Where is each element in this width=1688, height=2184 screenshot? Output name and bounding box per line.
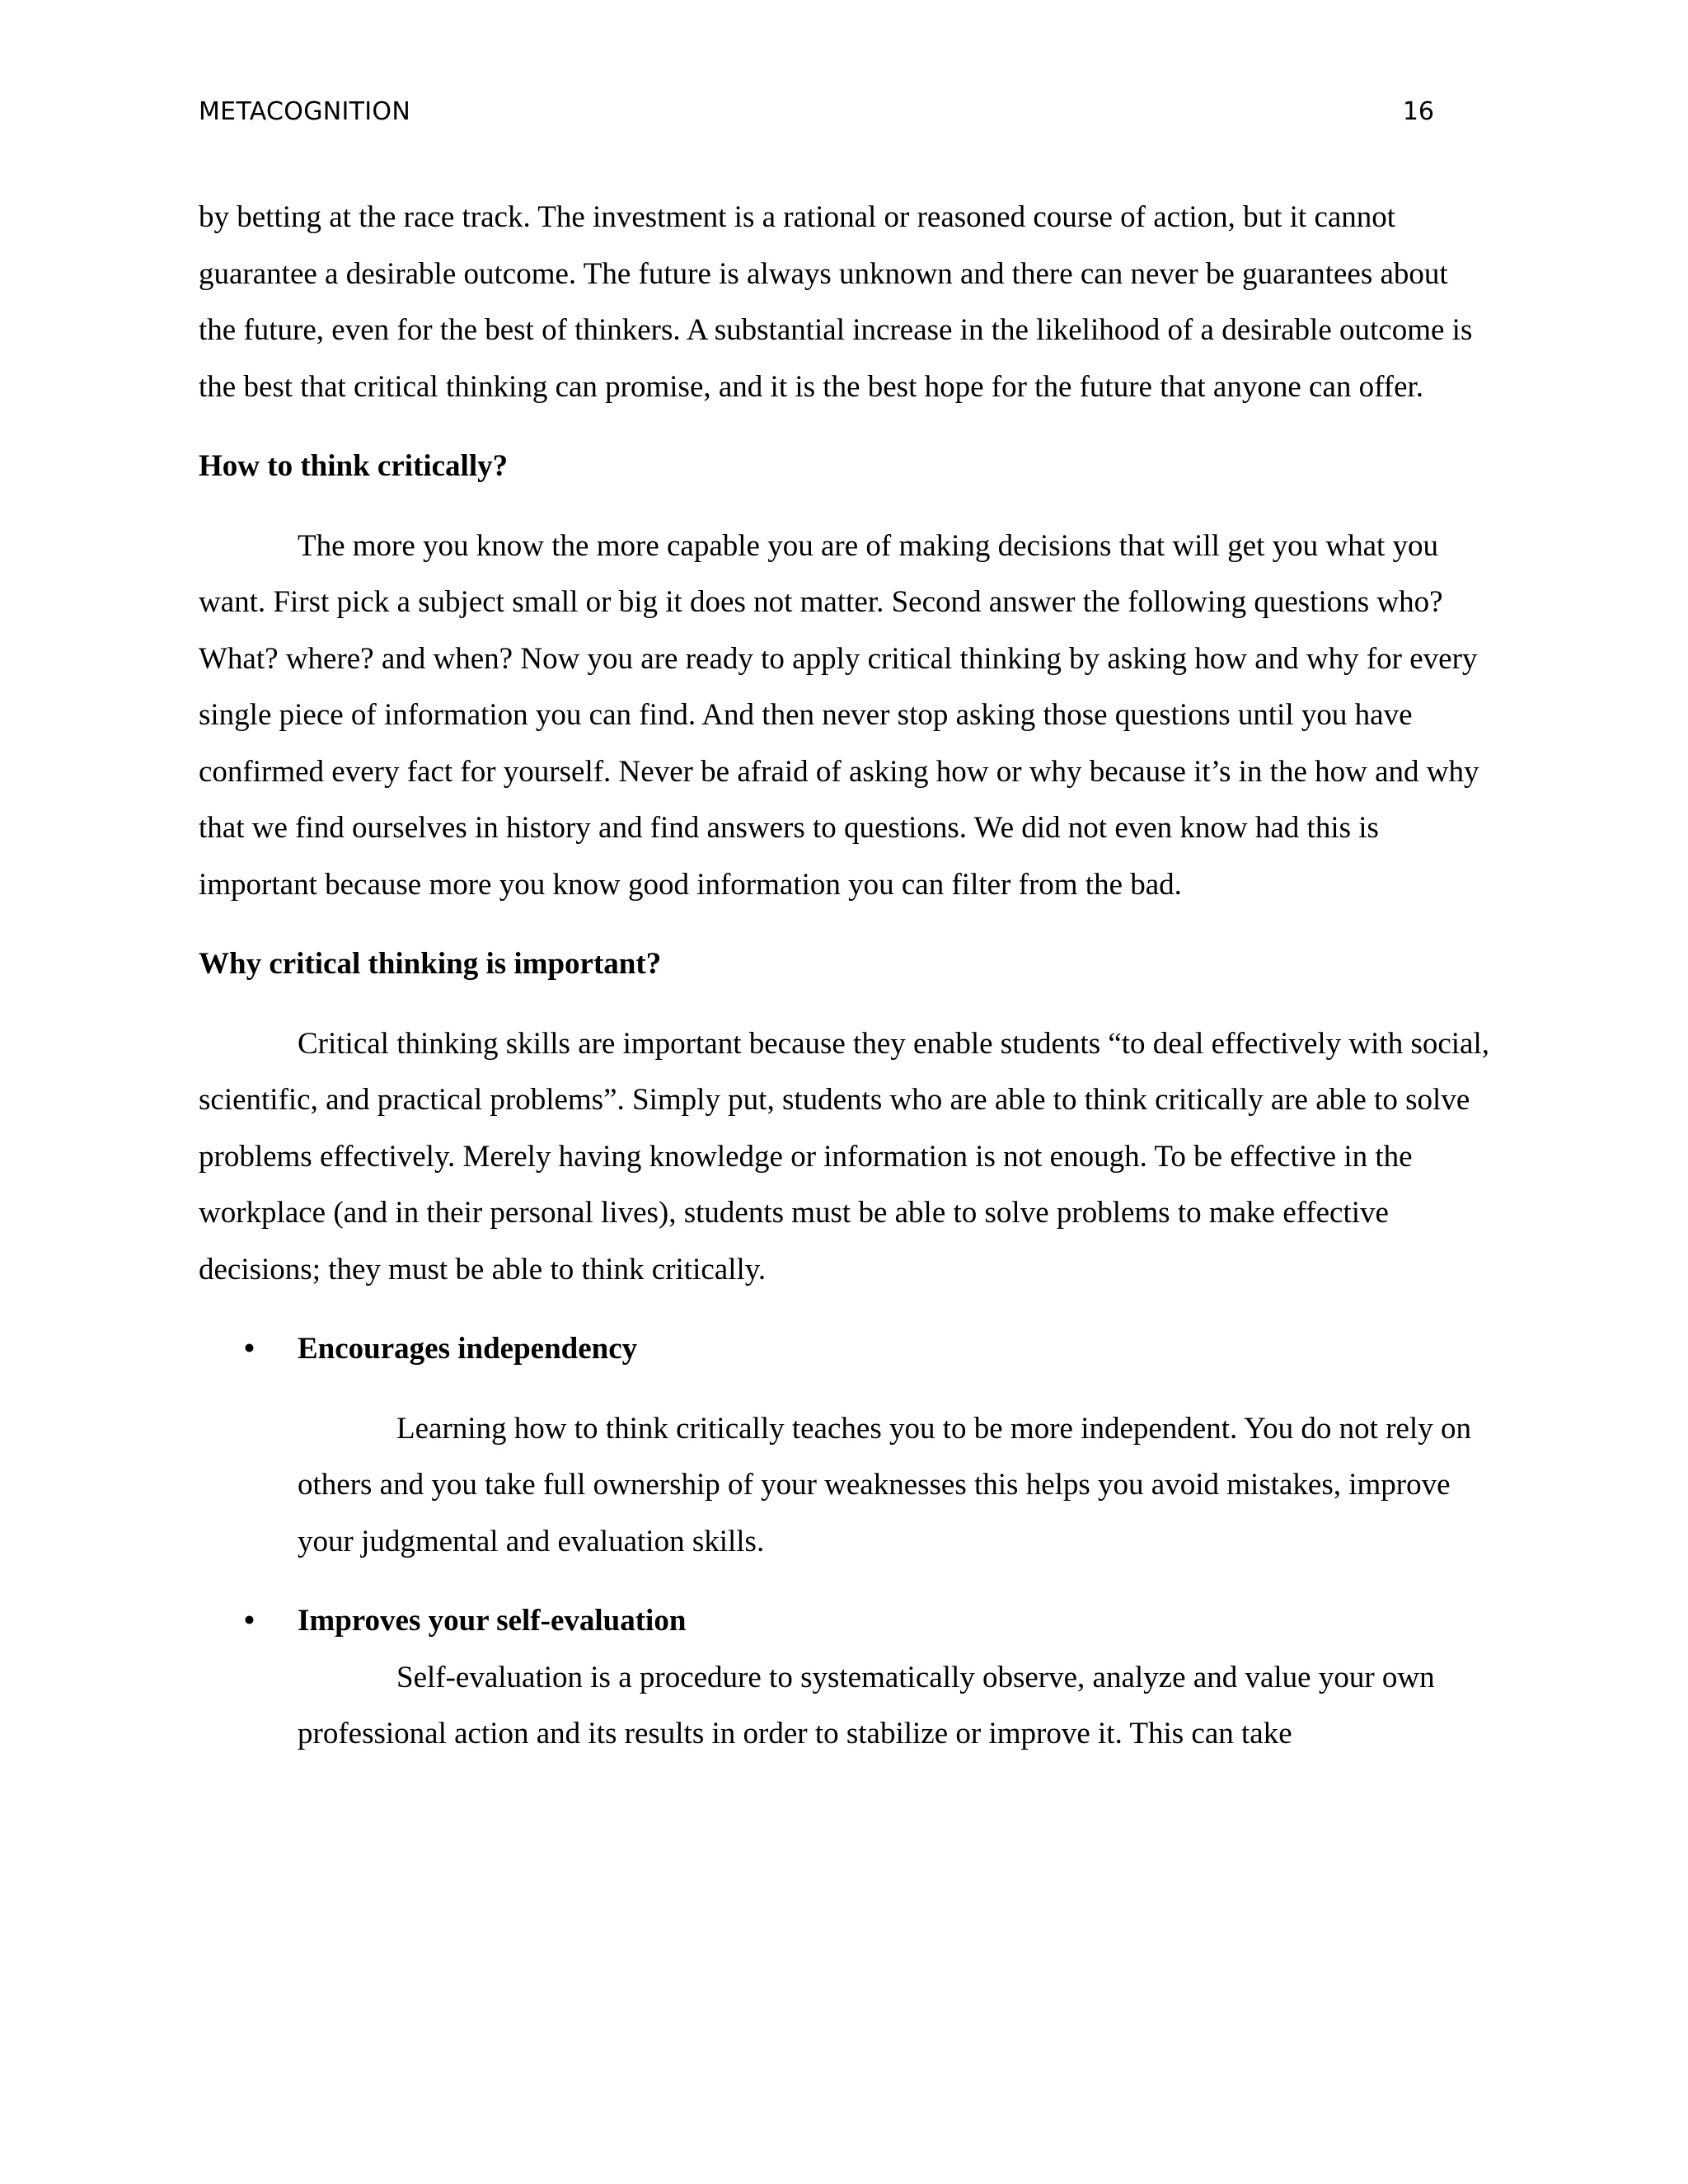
opening-paragraph: by betting at the race track. The investment is a rational or reasoned course of action, but it cannot guarantee a desirable outcome. The future is always unknown and there can never be guarantees about the future, even for the best of thinkers. A substantial increase in the likelihood of a desirable outcome is the best that critical thinking can promise, and it is the best hope for the future that anyone can offer. <box>199 200 1473 404</box>
running-head: METACOGNITION <box>199 97 411 126</box>
bullet-icon: • <box>244 1332 255 1366</box>
section-paragraph-how-to-think: The more you know the more capable you are of making decisions that will get you what you want. First pick a subject small or big it does not matter. Second answer the following questions who? What? where? and when? Now you are ready to apply critical thinking by asking how and why for every single piece of information you can find. And then never stop asking those questions until you have confirmed every fact for yourself. Never be afraid of asking how or why because it’s in the how and why that we find ourselves in history and find answers to questions. We did not even know had this is important because more you know good information you can filter from the bad. <box>199 528 1479 902</box>
section-paragraph-why-important: Critical thinking skills are important because they enable students “to deal effectively with social, scientific, and practical problems”. Simply put, students who are able to think critically are able to solve problems effectively. Merely having knowledge or information is not enough. To be effective in the workplace (and in their personal lives), students must be able to solve problems to make effective decisions; they must be able to think critically. <box>199 1026 1489 1286</box>
bullet-item-self-evaluation <box>199 1593 1493 1763</box>
bullet-icon: • <box>244 1604 255 1638</box>
bullet-text: Self-evaluation is a procedure to systematically observe, analyze and value your own professional action and its results in order to stabilize or improve it. This can take <box>298 1660 1435 1750</box>
bullet-list <box>199 1321 1493 1763</box>
page-number: 16 <box>1402 97 1434 126</box>
page-content <box>199 190 1493 1763</box>
section-heading-how-to-think: How to think critically? <box>199 449 509 483</box>
bullet-item-independency <box>199 1321 1493 1570</box>
bullet-title: Improves your self-evaluation <box>298 1604 687 1638</box>
bullet-title: Encourages independency <box>298 1332 638 1366</box>
section-heading-why-important: Why critical thinking is important? <box>199 947 662 981</box>
bullet-text: Learning how to think critically teaches you to be more independent. You do not rely on others and you take full ownership of your weaknesses this helps you avoid mistakes, improve your judgmental and evaluation skills. <box>298 1411 1471 1558</box>
